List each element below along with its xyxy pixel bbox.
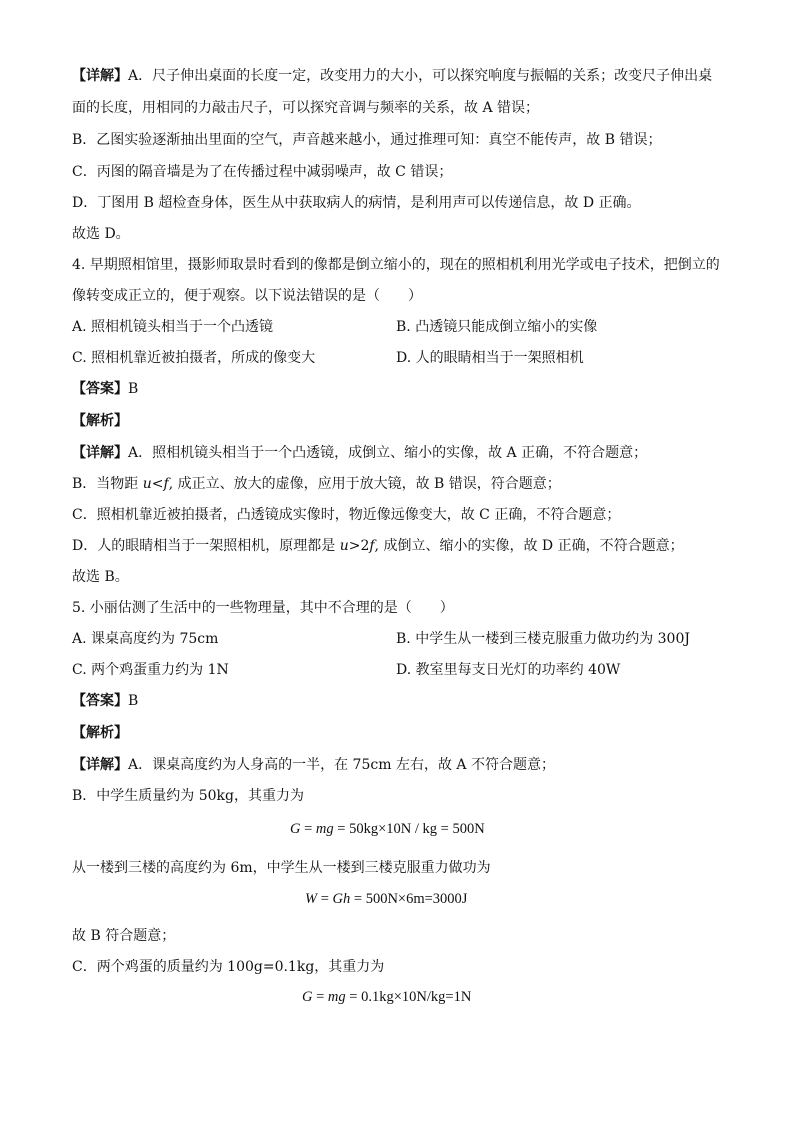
q3-detail-text-1: A．尺子伸出桌面的长度一定，改变用力的大小，可以探究响度与振幅的关系；改变尺子伸出桌 <box>128 68 713 84</box>
q5-detail-text-1: A．课桌高度约为人身高的一半，在 75cm 左右，故 A 不符合题意； <box>128 757 555 773</box>
q4-detail-text-1: A．照相机镜头相当于一个凸透镜，成倒立、缩小的实像，故 A 正确，不符合题意； <box>128 445 648 461</box>
q5-analysis-heading <box>72 723 128 743</box>
q4-stem-line-1: 4. 早期照相馆里，摄影师取景时看到的像都是倒立缩小的，现在的照相机利用光学或电子技术，把倒立的 <box>72 257 720 273</box>
q4-option-b: B. 凸透镜只能成倒立缩小的实像 <box>396 319 598 335</box>
eq-var: mg <box>327 989 346 1005</box>
var-u: u <box>142 476 152 492</box>
answer-tag: 【答案】 <box>72 381 128 397</box>
q5-detail-line-2: B．中学生质量约为 50kg，其重力为 <box>72 788 304 804</box>
q5-detail-line-3: 从一楼到三楼的高度约为 6m，中学生从一楼到三楼克服重力做功为 <box>72 860 491 876</box>
equation-weight-eggs <box>302 987 471 1007</box>
detail-tag: 【详解】 <box>72 68 128 84</box>
q4-option-d: D. 人的眼睛相当于一架照相机 <box>396 350 584 366</box>
q4-detail-text-2b: , 成正立、放大的虚像，应用于放大镜，故 B 错误，符合题意； <box>168 476 561 492</box>
eq-rhs: = 500N×6m=3000J <box>350 891 468 907</box>
analysis-tag: 【解析】 <box>72 725 128 741</box>
q4-conclusion: 故选 B。 <box>72 569 129 585</box>
q3-detail-line-2: 面的长度，用相同的力敲击尺子，可以探究音调与频率的关系，故 A 错误； <box>72 100 540 116</box>
relation: < <box>151 476 164 492</box>
q4-detail-line-2 <box>72 474 561 494</box>
q4-stem-line-2: 像转变成正立的，便于观察。以下说法错误的是（ ） <box>72 288 422 304</box>
q3-detail-line-3: B．乙图实验逐渐抽出里面的空气，声音越来越小，通过推理可知：真空不能传声，故 B 错误； <box>72 132 662 148</box>
detail-tag: 【详解】 <box>72 445 128 461</box>
var-f: f <box>369 538 375 554</box>
equation-work <box>305 889 467 909</box>
q4-answer <box>72 379 138 399</box>
q3-conclusion: 故选 D。 <box>72 226 130 242</box>
q5-detail-line-4: 故 B 符合题意； <box>72 928 176 944</box>
analysis-tag: 【解析】 <box>72 413 128 429</box>
var-f: f <box>163 476 169 492</box>
q5-detail-line-5: C．两个鸡蛋的质量约为 100g=0.1kg，其重力为 <box>72 959 385 975</box>
q4-option-a: A. 照相机镜头相当于一个凸透镜 <box>72 319 274 335</box>
eq-var: W <box>305 891 318 907</box>
eq-op: = <box>300 821 316 837</box>
eq-var: Gh <box>332 891 351 907</box>
q5-answer <box>72 691 138 711</box>
eq-var: mg <box>315 821 334 837</box>
q4-detail-text-4b: , 成倒立、缩小的实像，故 D 正确，不符合题意； <box>374 538 684 554</box>
eq-rhs: = 50kg×10N / kg = 500N <box>333 821 485 837</box>
q4-detail-line-3: C．照相机靠近被拍摄者，凸透镜成实像时，物近像远像变大，故 C 正确，不符合题意； <box>72 507 621 523</box>
eq-op: = <box>312 989 328 1005</box>
equation-weight-student <box>290 819 485 839</box>
q4-detail-text-2a: B．当物距 <box>72 476 143 492</box>
q5-option-c: C. 两个鸡蛋重力约为 1N <box>72 662 229 678</box>
eq-var: G <box>290 821 301 837</box>
detail-tag: 【详解】 <box>72 757 128 773</box>
var-u: u <box>339 538 349 554</box>
q4-detail-text-4a: D．人的眼睛相当于一架照相机，原理都是 <box>72 538 340 554</box>
q3-detail-line-5: D．丁图用 B 超检查身体，医生从中获取病人的病情，是利用声可以传递信息，故 D 正确。 <box>72 195 641 211</box>
q4-option-c: C. 照相机靠近被拍摄者，所成的像变大 <box>72 350 316 366</box>
relation: >2 <box>348 538 370 554</box>
q4-analysis-heading <box>72 411 128 431</box>
eq-op: = <box>317 891 333 907</box>
q4-detail-line-4 <box>72 536 684 556</box>
q5-answer-value: B <box>128 693 139 709</box>
q3-detail-line-1 <box>72 66 712 86</box>
eq-rhs: = 0.1kg×10N/kg=1N <box>345 989 472 1005</box>
q5-detail-line-1 <box>72 755 555 775</box>
q4-answer-value: B <box>128 381 139 397</box>
q5-option-a: A. 课桌高度约为 75cm <box>72 631 219 647</box>
q5-option-d: D. 教室里每支日光灯的功率约 40W <box>396 662 621 678</box>
q4-detail-line-1 <box>72 443 647 463</box>
q3-detail-line-4: C．丙图的隔音墙是为了在传播过程中减弱噪声，故 C 错误； <box>72 164 453 180</box>
answer-tag: 【答案】 <box>72 693 128 709</box>
eq-var: G <box>302 989 313 1005</box>
q5-option-b: B. 中学生从一楼到三楼克服重力做功约为 300J <box>396 631 690 647</box>
q5-stem: 5. 小丽估测了生活中的一些物理量，其中不合理的是（ ） <box>72 600 454 616</box>
